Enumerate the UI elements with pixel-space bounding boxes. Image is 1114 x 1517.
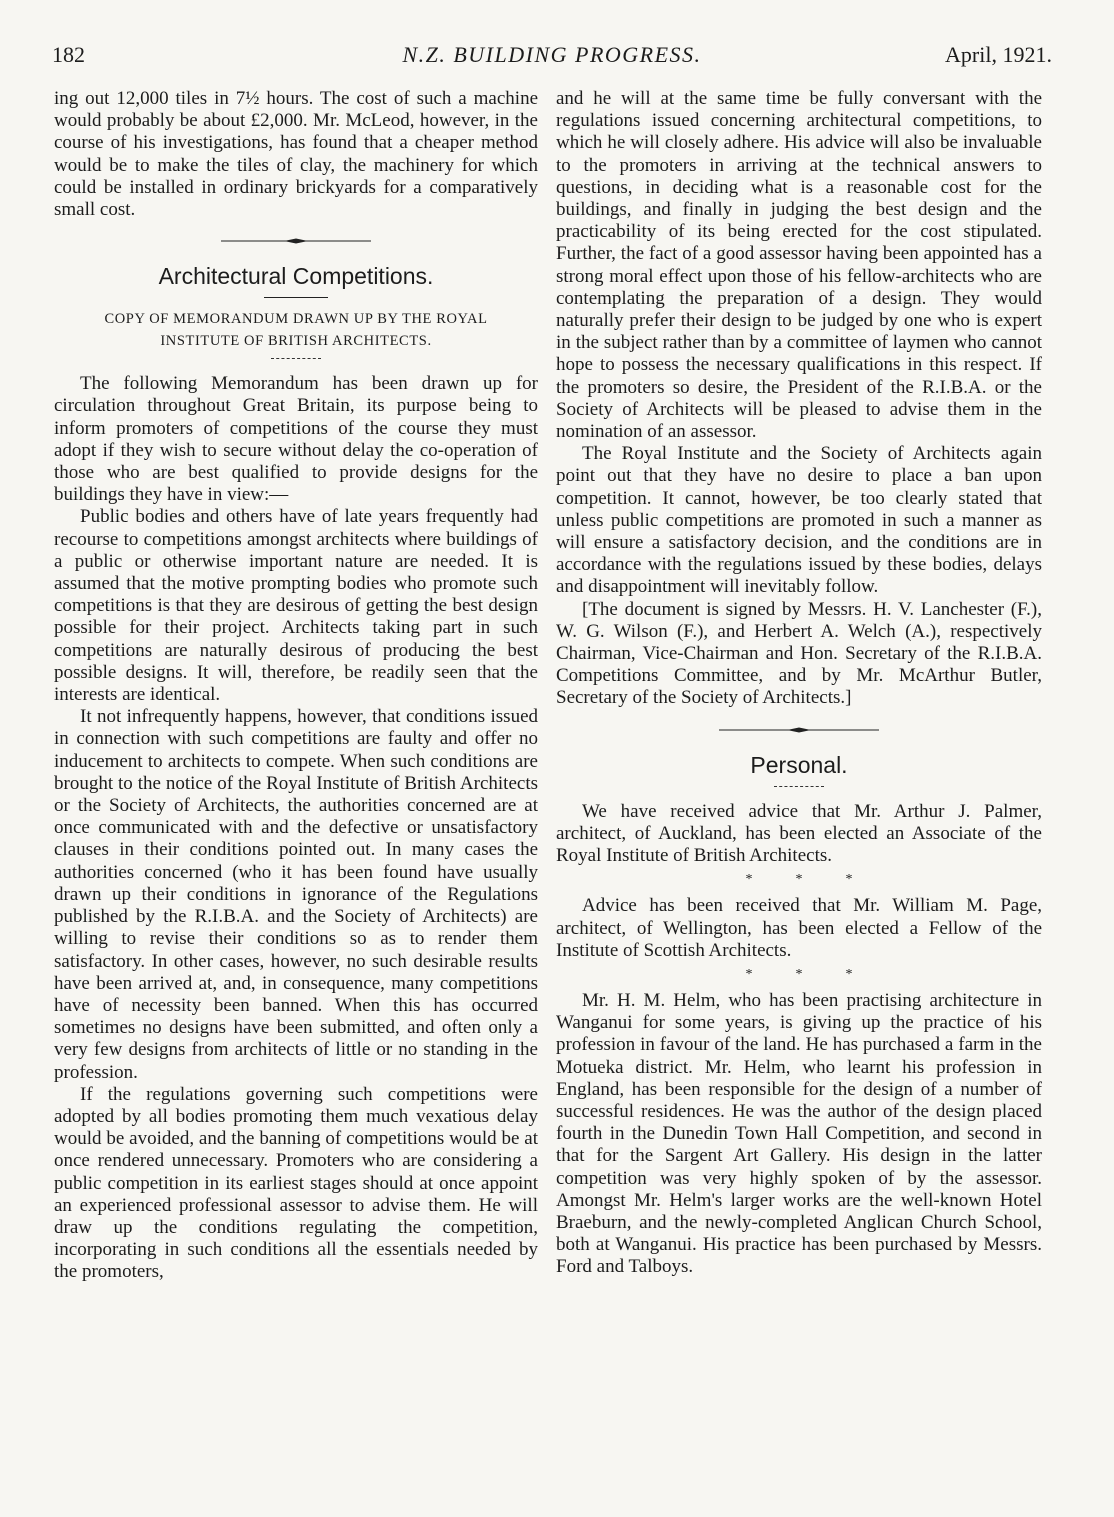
signatories-paragraph: [The document is signed by Messrs. H. V. Lanchester (F.), W. G. Wilson (F.), and Herbert A. Welch (A.), respectively Chairman, Vice-Chairman and Hon. Secretary of the R.I.B.A. Competitions Committee, and by Mr. McArthur Butler, Secretary of the Society of Architects.] [556,598,1042,709]
star-glyph: * [845,966,853,982]
dashed-rule [271,358,321,359]
page-number: 182 [52,42,85,67]
ornament-divider-icon [221,237,371,245]
star-separator [556,968,1042,982]
personal-note-page: Advice has been received that Mr. William M. Page, architect, of Wellington, has been elected a Fellow of the Institute of Scottish Architects. [556,895,1042,961]
issue-date: April, 1921. [945,42,1052,67]
memorandum-paragraph-4: If the regulations governing such competitions were adopted by all bodies promoting them much vexatious delay would be avoided, and the banning of competitions would be at once rendered unnecessary. Promoters who are considering a public competition in its earliest stages should at once appoint an experienced professional assessor to advise them. He will draw up the conditions regulating the competition, incorporating in such conditions all the essentials needed by the promoters, [54,1083,538,1283]
personal-note-palmer: We have received advice that Mr. Arthur J. Palmer, architect, of Auckland, has been elected an Associate of the Royal Institute of British Architects. [556,800,1042,867]
heading-rule [264,297,328,298]
personal-heading: Personal. [750,751,848,778]
star-separator [556,873,1042,887]
memorandum-continued-paragraph: and he will at the same time be fully conversant with the regulations issued concerning architectural competitions, to which he will closely adhere. His advice will also be invaluable to the promoters in arriving at the technical answers to questions, in deciding what is a reasonable cost for the buildings, and finally in judging the best design and the practicability of its being erected for the cost stipulated. Further, the fact of a good assessor having been appointed has a strong moral effect upon those of his fellow-architects who are contemplating the preparation of a design. They would naturally prefer their design to be judged by one who is expert in the subject rather than by a committee of laymen who cannot hope to possess the necessary qualifications in this respect. If the promoters so desire, the President of the R.I.B.A. or the Society of Architects will be pleased to advise them in the nomination of an assessor. [556,88,1042,443]
dashed-rule [774,786,824,787]
star-glyph: * [745,966,753,982]
star-glyph: * [745,872,753,888]
star-glyph: * [795,966,803,982]
memorandum-subheading: COPY OF MEMORANDUM DRAWN UP BY THE ROYAL INSTITUTE OF BRITISH ARCHITECTS. [104,311,488,350]
memorandum-paragraph-2: Public bodies and others have of late years frequently had recourse to competitions amongst architects where buildings of a public or otherwise important nature are needed. It is assumed that the motive prompting bodies who promote such competitions is that they are desirous of getting the best design possible for their project. Architects taking part in such competitions are naturally desirous of producing the best possible designs. It will, therefore, be readily seen that the interests are identical. [54,506,538,706]
right-column [556,88,1042,1279]
competitions-heading: Architectural Competitions. [158,263,434,290]
star-glyph: * [845,872,853,888]
running-title: N.Z. BUILDING PROGRESS. [402,42,702,67]
memorandum-paragraph-3: It not infrequently happens, however, that conditions issued in connection with such competitions are faulty and offer no inducement to architects to compete. When such conditions are brought to the notice of the Royal Institute of British Architects or the Society of Architects, the authorities concerned are at once communicated with and the defective or unsatisfactory clauses in their conditions pointed out. In many cases the authorities concerned (who it has been found have usually drawn up their conditions in ignorance of the Regulations published by the R.I.B.A. and the Society of Architects) are willing to revise their conditions so as to render them satisfactory. In other cases, however, no such desirable results have been arrived at, and, in consequence, many competitions have of necessity been banned. When this has occurred sometimes no designs have been submitted, and often only a very few designs from architects of little or no standing in the profession. [54,706,538,1083]
personal-note-helm: Mr. H. M. Helm, who has been practising architecture in Wanganui for some years, is giving up the practice of his profession in favour of the land. He has purchased a farm in the Motueka district. Mr. Helm, who learnt his profession in England, has been responsible for the design of a number of successful residences. He was the author of the design placed fourth in the Dunedin Town Hall Competition, and second in that for the Sargent Art Gallery. His design in the latter competition was very highly spoken of by the assessor. Amongst Mr. Helm's larger works are the well-known Hotel Braeburn, and the newly-completed Anglican Church School, both at Wanganui. His practice has been purchased by Messrs. Ford and Talboys. [556,989,1042,1278]
left-column [54,88,538,1284]
memorandum-paragraph-1: The following Memorandum has been drawn up for circulation throughout Great Britain, its purpose being to inform promoters of competitions of the course they must adopt if they wish to secure without delay the co-operation of those who are best qualified to provide designs for the buildings they have in view:— [54,373,538,506]
page-header [52,38,1052,72]
ornament-divider-icon [719,726,879,734]
intro-paragraph: ing out 12,000 tiles in 7½ hours. The cost of such a machine would probably be about £2,000. Mr. McLeod, however, in the course of his investigations, has found that a cheaper method would be to make the tiles of clay, the machinery for which could be installed in ordinary brickyards for a comparatively small cost. [54,88,538,221]
memorandum-paragraph-5: The Royal Institute and the Society of Architects again point out that they have no desire to place a ban upon competition. It cannot, however, be too clearly stated that unless public competitions are promoted in such a manner as will ensure a satisfactory decision, and the conditions are in accordance with the regulations issued by these bodies, delays and disappointment will inevitably follow. [556,443,1042,598]
star-glyph: * [795,872,803,888]
